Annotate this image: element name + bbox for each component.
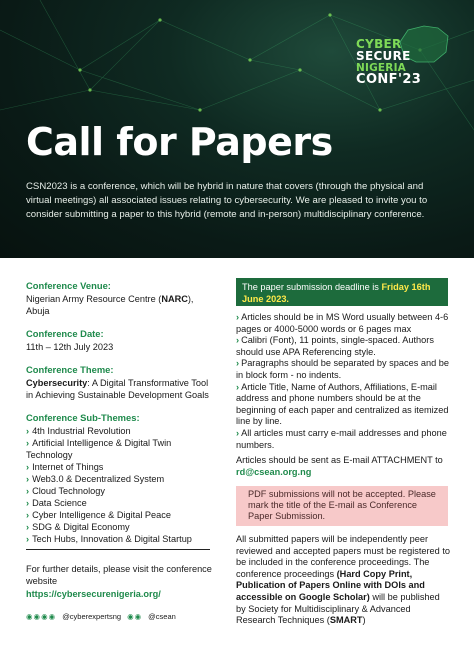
chevron-right-icon: ›	[236, 335, 240, 346]
date-value: 11th – 12th July 2023	[26, 342, 114, 352]
theme-bold: Cybersecurity	[26, 378, 88, 388]
list-item: › Tech Hubs, Innovation & Digital Startup	[26, 534, 192, 544]
logo-line-3: NIGERIA	[356, 62, 407, 74]
theme-heading: Conference Theme:	[26, 364, 114, 375]
chevron-right-icon: ›	[26, 522, 30, 532]
subthemes-list	[26, 425, 216, 545]
conference-logo	[356, 38, 456, 86]
chevron-right-icon: ›	[26, 474, 30, 484]
chevron-right-icon: ›	[236, 312, 240, 322]
send-text: Articles should be sent as E-mail ATTACHMENT to	[236, 455, 443, 465]
accepted-pre: All submitted papers will be independently peer reviewed and accepted papers must be registered to be included in the conference proceedings. The conference proceedings	[236, 534, 450, 579]
chevron-right-icon: ›	[26, 438, 30, 448]
subthemes-heading: Conference Sub-Themes:	[26, 412, 140, 423]
theme-value	[26, 377, 216, 401]
chevron-right-icon: ›	[236, 381, 240, 392]
website-link[interactable]: https://cybersecurenigeria.org/	[26, 589, 161, 599]
list-item: › Data Science	[26, 498, 87, 508]
list-item: › 4th Industrial Revolution	[26, 426, 131, 436]
further-text: For further details, please visit the conference website	[26, 564, 212, 586]
chevron-right-icon: ›	[26, 498, 30, 508]
accepted-bold: (Hard Copy Print, Publication of Papers Online with DOIs and accessible on Google Scholar)	[236, 568, 425, 602]
social-handles	[26, 612, 176, 621]
accepted-smart: SMART	[329, 615, 363, 626]
chevron-right-icon: ›	[26, 426, 30, 436]
social-handle-2[interactable]: @csean	[148, 612, 176, 621]
social-handle-1[interactable]: @cyberexpertsng	[62, 612, 122, 621]
list-item: › SDG & Digital Economy	[26, 522, 130, 532]
list-item: › Calibri (Font), 11 points, single-spaced. Authors should use APA Referencing style.	[236, 335, 434, 357]
accepted-post: )	[362, 615, 366, 626]
guidelines-list	[236, 312, 450, 451]
venue-line2: Abuja	[26, 306, 50, 316]
list-item: › Cyber Intelligence & Digital Peace	[26, 510, 171, 520]
social-icons-2: ◉◉	[127, 612, 143, 621]
logo-line-4: CONF'23	[356, 72, 422, 87]
venue-value	[26, 293, 216, 317]
chevron-right-icon: ›	[26, 534, 30, 544]
list-item: › Web3.0 & Decentralized System	[26, 474, 165, 484]
list-item: › Internet of Things	[26, 462, 104, 472]
logo-line-2: SECURE	[356, 49, 411, 63]
social-icons: ◉◉◉◉	[26, 612, 57, 621]
deadline-pre: The paper submission deadline is	[242, 282, 382, 292]
accepted-mid: will be published by Society for Multidisciplinary & Advanced Research Techniques (	[236, 591, 440, 626]
venue-line1-post: ),	[187, 294, 194, 304]
further-details	[26, 563, 216, 600]
left-column	[26, 280, 216, 545]
list-item: › Cloud Technology	[26, 486, 105, 496]
pdf-notice: PDF submissions will not be accepted. Please mark the title of the E-mail as Conference Paper Submission.	[236, 486, 448, 526]
list-item: › Articles should be in MS Word usually between 4-6 pages or 4000-5000 words or 6 pages max	[236, 312, 449, 334]
venue-line1-pre: Nigerian Army Resource Centre (	[26, 294, 162, 304]
logo-line-1: CYBER	[356, 37, 402, 51]
hero-banner	[0, 0, 474, 258]
proceedings-paragraph	[236, 534, 450, 627]
divider	[26, 549, 210, 550]
chevron-right-icon: ›	[236, 358, 240, 369]
chevron-right-icon: ›	[26, 486, 30, 496]
intro-paragraph: CSN2023 is a conference, which will be hybrid in nature that covers (through the physical and virtual meetings) all associated issues relating to cybersecurity. We are pleased to invite you to consider submitting a paper to this hybrid (remote and in-person) multidisciplinary conference.	[26, 181, 428, 220]
list-item: › Article Title, Name of Authors, Affiliations, E-mail address and phone numbers should be at the beginning of each paper and centralized as itemized line by line.	[236, 381, 449, 427]
list-item: › Paragraphs should be separated by spaces and be in block form - no indents.	[236, 358, 449, 380]
deadline-date: Friday 16th June 2023.	[242, 282, 431, 304]
submission-instructions	[236, 454, 450, 478]
theme-rest: : A Digital Transformative Tool in Achieving Sustainable Development Goals	[26, 378, 209, 400]
submission-email-link[interactable]: rd@csean.org.ng	[236, 467, 312, 477]
venue-heading: Conference Venue:	[26, 280, 111, 291]
date-heading: Conference Date:	[26, 328, 104, 339]
chevron-right-icon: ›	[26, 510, 30, 520]
list-item: › Artificial Intelligence & Digital Twin Technology	[26, 438, 172, 460]
venue-line1-bold: NARC	[161, 294, 188, 304]
deadline-banner	[236, 278, 448, 306]
chevron-right-icon: ›	[26, 462, 30, 472]
list-item: › All articles must carry e-mail addresses and phone numbers.	[236, 427, 447, 450]
chevron-right-icon: ›	[236, 427, 240, 438]
page-title: Call for Papers	[26, 120, 333, 164]
